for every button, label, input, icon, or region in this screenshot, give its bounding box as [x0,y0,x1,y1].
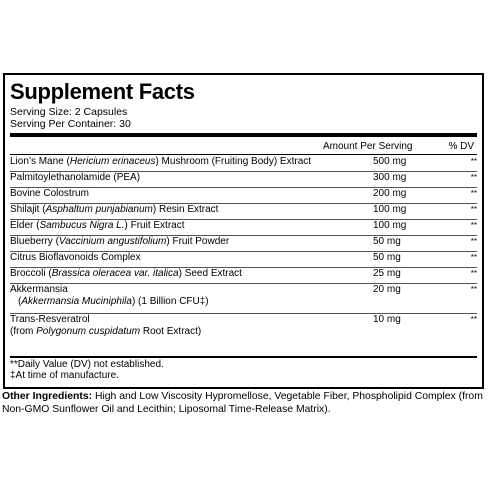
ingredient-row [10,268,477,284]
ingredient-name [10,236,229,248]
ingredient-text: ) Resin Extract [152,204,219,215]
ingredient-amount: 25 mg [373,268,401,279]
panel-title: Supplement Facts [10,79,195,104]
ingredient-amount: 200 mg [373,188,407,199]
ingredient-text: ) Fruit Powder [166,236,230,247]
header-divider [10,154,477,155]
ingredient-row [10,220,477,236]
other-ingredients [2,391,486,416]
ingredient-dv: ** [470,205,477,214]
dv-footnote: **Daily Value (DV) not established. [10,359,164,370]
ingredient-amount: 50 mg [373,236,401,247]
ingredient-latin-name: Vaccinium angustifolium [58,236,167,247]
ingredient-text: Palmitoylethanolamide (PEA) [10,172,141,183]
ingredient-name [10,252,141,264]
ingredient-amount: 300 mg [373,172,407,183]
ingredient-text: Bovine Colostrum [10,188,89,199]
ingredient-amount: 100 mg [373,204,407,215]
ingredient-dv: ** [470,269,477,278]
other-ingredients-label: Other Ingredients: [2,391,93,402]
ingredient-amount: 20 mg [373,284,401,295]
ingredient-dv: ** [470,157,477,166]
ingredient-latin-name: Hericium erinaceus [69,156,156,167]
other-ingredients-text: High and Low Viscosity Hypromellose, Vegetable Fiber, Phospholipid Complex (from Non-GMO Sunflower Oil and Lecithin; Liposomal Time-Release Matrix). [2,391,483,415]
ingredient-amount: 500 mg [373,156,407,167]
ingredient-name [10,268,242,280]
supplement-facts-panel [3,73,484,389]
ingredient-latin-name: Asphaltum punjabianum [45,204,153,215]
ingredient-text: Shilajit ( [10,204,46,215]
ingredient-row [10,314,477,345]
ingredient-row [10,172,477,188]
ingredient-text: Blueberry ( [10,236,59,247]
servings-per-container: Serving Per Container: 30 [10,118,131,130]
ingredient-dv: ** [470,173,477,182]
ingredient-latin-name: Sambucus Nigra L. [39,220,125,231]
thick-divider [10,133,477,137]
ingredient-dv: ** [470,237,477,246]
ingredient-name [10,284,209,308]
ingredient-amount: 100 mg [373,220,407,231]
ingredient-text: ( [18,296,22,307]
ingredient-text: Trans-Resveratrol [10,314,90,325]
dv-header: % DV [448,141,474,152]
ingredient-name [10,204,218,216]
ingredient-row [10,188,477,204]
ingredient-row [10,284,477,314]
manufacture-footnote: ‡At time of manufacture. [10,370,119,381]
ingredient-text: ) (1 Billion CFU‡) [131,296,209,307]
ingredient-row [10,204,477,220]
ingredient-amount: 50 mg [373,252,401,263]
ingredient-text: (from [10,326,37,337]
ingredient-text: ) Fruit Extract [124,220,185,231]
ingredient-amount: 10 mg [373,314,401,325]
ingredient-name [10,188,89,200]
ingredient-text: Citrus Bioflavonoids Complex [10,252,141,263]
ingredient-text: Broccoli ( [10,268,52,279]
ingredient-text: ) Seed Extract [178,268,242,279]
ingredient-name [10,314,201,338]
ingredient-row [10,236,477,252]
ingredient-row [10,156,477,172]
ingredient-dv: ** [470,285,477,294]
bottom-divider [10,356,477,358]
ingredient-row [10,252,477,268]
ingredient-latin-name: Akkermansia Muciniphila [21,296,132,307]
ingredient-text: Root Extract) [140,326,202,337]
ingredient-dv: ** [470,315,477,324]
ingredient-latin-name: Brassica oleracea var. italica [51,268,179,279]
ingredient-name [10,156,311,168]
ingredient-name [10,172,140,184]
serving-size: Serving Size: 2 Capsules [10,106,128,118]
ingredient-dv: ** [470,253,477,262]
ingredient-dv: ** [470,189,477,198]
ingredient-text: ) Mushroom (Fruiting Body) Extract [155,156,312,167]
ingredient-name [10,220,185,232]
ingredient-text: Akkermansia [10,284,68,295]
ingredient-text: Elder ( [10,220,40,231]
ingredient-dv: ** [470,221,477,230]
amount-per-serving-header: Amount Per Serving [323,141,413,152]
ingredient-latin-name: Polygonum cuspidatum [36,326,141,337]
ingredient-text: Lion’s Mane ( [10,156,70,167]
